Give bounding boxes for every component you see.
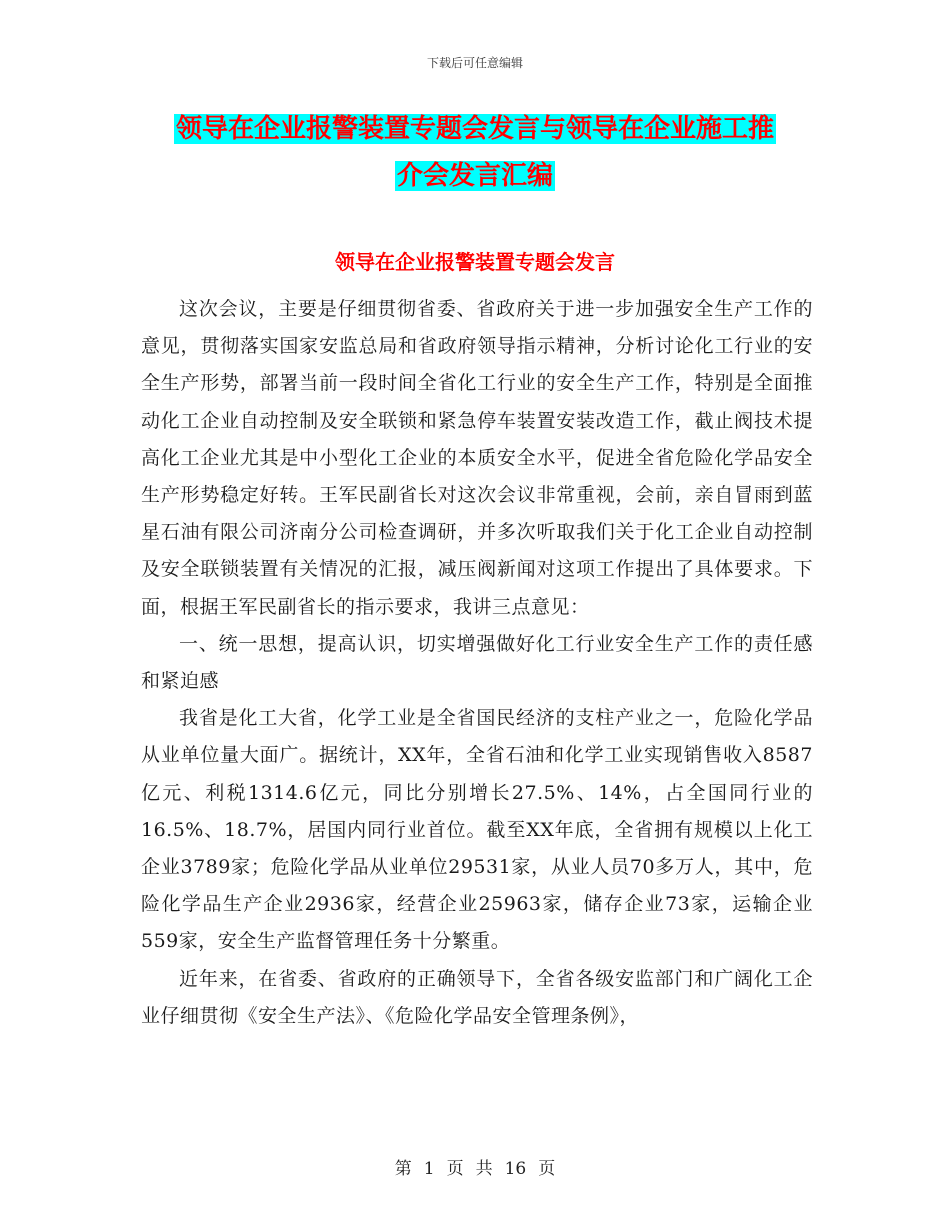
paragraph-3: 我省是化工大省，化学工业是全省国民经济的支柱产业之一，危险化学品从业单位量大面广。据统计，XX年，全省石油和化学工业实现销售收入8587亿元、利税1314.6亿元，同比分别增长27.5%、14%，占全国同行业的16.5%、18.7%，居国内同行业首位。截至XX年底，全省拥有规模以上化工企业3789家；危险化学品从业单位29531家，从业人员70多万人，其中，危险化学品生产企业2936家，经营企业25963家，储存企业73家，运输企业559家，安全生产监督管理任务十分繁重。 (141, 707, 813, 953)
header-note: 下载后可任意编辑 (426, 56, 523, 70)
paragraph-1: 这次会议，主要是仔细贯彻省委、省政府关于进一步加强安全生产工作的意见，贯彻落实国家安监总局和省政府领导指示精神，分析讨论化工行业的安全生产形势，部署当前一段时间全省化工行业的安全生产工作，特别是全面推动化工企业自动控制及安全联锁和紧急停车装置安装改造工作，截止阀技术提高化工企业尤其是中小型化工企业的本质安全水平，促进全省危险化学品安全生产形势稳定好转。王军民副省长对这次会议非常重视，会前，亲自冒雨到蓝星石油有限公司济南分公司检查调研，并多次听取我们关于化工企业自动控制及安全联锁装置有关情况的汇报，减压阀新闻对这项工作提出了具体要求。下面，根据王军民副省长的指示要求，我讲三点意见： (141, 298, 813, 618)
footer-total-pages: 16 (504, 1159, 527, 1179)
footer-page-number: 1 (423, 1159, 435, 1179)
page-footer (0, 1154, 950, 1179)
footer-suffix: 页 (538, 1159, 556, 1179)
footer-page-word: 页 (446, 1159, 464, 1179)
footer-prefix: 第 (394, 1159, 412, 1179)
body-text (141, 291, 813, 1035)
title-line-2: 介会发言汇编 (396, 161, 553, 191)
title-line-1: 领导在企业报警装置专题会发言与领导在企业施工推 (175, 114, 774, 144)
document-title (0, 106, 950, 200)
footer-total-prefix: 共 (475, 1159, 493, 1179)
paragraph-4: 近年来，在省委、省政府的正确领导下，全省各级安监部门和广阔化工企业仔细贯彻《安全生产法》、《危险化学品安全管理条例》， (141, 967, 813, 1027)
paragraph-2: 一、统一思想，提高认识，切实增强做好化工行业安全生产工作的责任感和紧迫感 (141, 632, 813, 693)
section-title: 领导在企业报警装置专题会发言 (335, 250, 615, 274)
